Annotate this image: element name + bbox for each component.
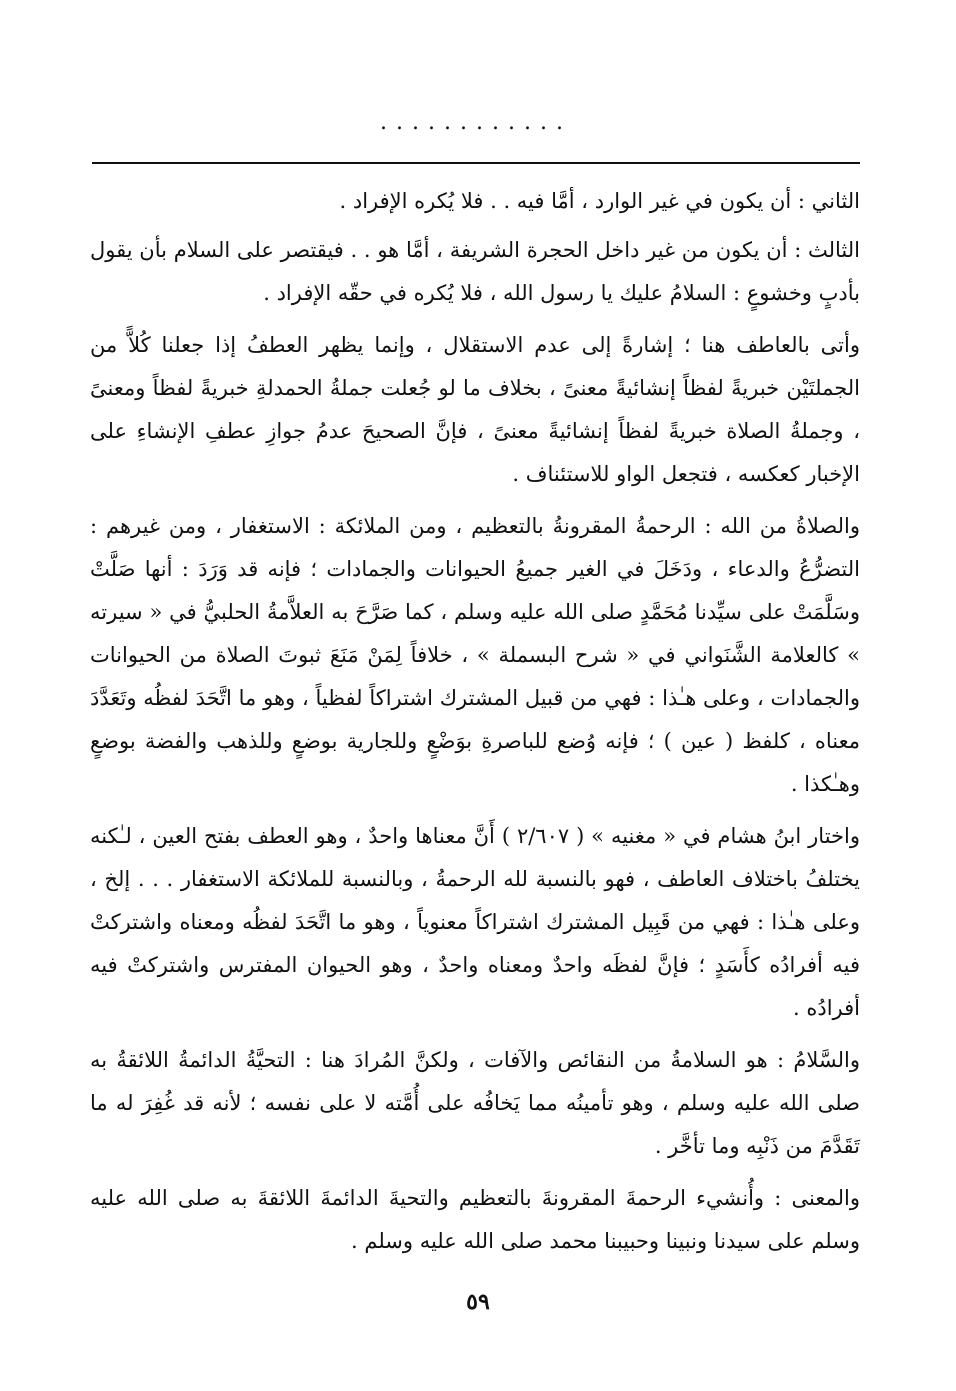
- page-body: [90, 180, 860, 1272]
- paragraph-1: الثاني : أن يكون في غير الوارد ، أمَّا فيه . . فلا يُكره الإفراد .: [339, 189, 860, 213]
- header-dotted-line: ............: [380, 110, 572, 135]
- paragraph-3: وأتى بالعاطف هنا ؛ إشارةً إلى عدم الاستقلال ، وإنما يظهر العطفُ إذا جعلنا كُلاًّ من الجملتَيْن خبريةً لفظاً إنشائيةً معنىً ، بخلاف ما لو جُعلت جملةُ الحمدلةِ خبريةً لفظاً ومعنىً ، وجملةُ الصلاة خبريةً لفظاً إنشائيةً معنىً ، فإنَّ الصحيحَ عدمُ جوازِ عطفِ الإنشاءِ على الإخبار كعكسه ، فتجعل الواو للاستئناف .: [90, 333, 860, 486]
- page-number: ٥٩: [466, 1289, 490, 1315]
- paragraph-5: واختار ابنُ هشام في « مغنيه » ( ٢/٦٠٧ ) أَنَّ معناها واحدٌ ، وهو العطف بفتح العين ، لـٰكنه يختلفُ باختلاف العاطف ، فهو بالنسبة لله الرحمةُ ، وبالنسبة للملائكة الاستغفار . . . إلخ ، وعلى هـٰذا : فهي من قَبِيل المشترك اشتراكاً معنوياً ، وهو ما اتَّحَدَ لفظُه ومعناه واشتركتْ فيه أفرادُه كأَسَدٍ ؛ فإنَّ لفظَه واحدٌ ومعناه واحدٌ ، وهو الحيوان المفترس واشتركتْ فيه أفرادُه .: [90, 824, 860, 1020]
- paragraph-4: والصلاةُ من الله : الرحمةُ المقرونةُ بالتعظيم ، ومن الملائكة : الاستغفار ، ومن غيرهم : التضرُّعُ والدعاء ، ودَخَلَ في الغير جميعُ الحيوانات والجمادات ؛ فإنه قد وَرَدَ : أنها صَلَّتْ وسَلَّمَتْ على سيِّدنا مُحَمَّدٍ صلى الله عليه وسلم ، كما صَرَّحَ به العلاَّمةُ الحلبيُّ في « سيرته » كالعلامة الشَّنَواني في « شرح البسملة » ، خلافاً لِمَنْ مَنَعَ ثبوتَ الصلاة من الحيوانات والجمادات ، وعلى هـٰذا : فهي من قبيل المشترك اشتراكاً لفظياً ، وهو ما اتَّحَدَ لفظُه وتَعَدَّدَ معناه ، كلفظ ( عين ) ؛ فإنه وُضع للباصرةِ بوَضْعٍ وللجارية بوضعٍ وللذهب والفضة بوضعٍ وهـٰكذا .: [90, 514, 860, 796]
- paragraph-7: والمعنى : وأُنشيء الرحمةَ المقرونةَ بالتعظيم والتحيةَ الدائمةَ اللائقةَ به صلى الله عليه وسلم على سيدنا ونبينا وحبيبنا محمد صلى الله عليه وسلم .: [90, 1186, 860, 1253]
- header-rule: [92, 162, 860, 164]
- paragraph-6: والسَّلامُ : هو السلامةُ من النقائص والآفات ، ولكنَّ المُرادَ هنا : التحيَّةُ الدائمةُ اللائقةُ به صلى الله عليه وسلم ، وهو تأمينُه مما يَخافُه على أُمَّته لا على نفسه ؛ لأنه قد غُفِرَ له ما تَقَدَّمَ من ذَنْبِه وما تأخَّر .: [90, 1048, 860, 1158]
- paragraph-2: الثالث : أن يكون من غير داخل الحجرة الشريفة ، أمَّا هو . . فيقتصر على السلام بأن يقول بأدبٍ وخشوعٍ : السلامُ عليك يا رسول الله ، فلا يُكره في حقّه الإفراد .: [90, 238, 860, 305]
